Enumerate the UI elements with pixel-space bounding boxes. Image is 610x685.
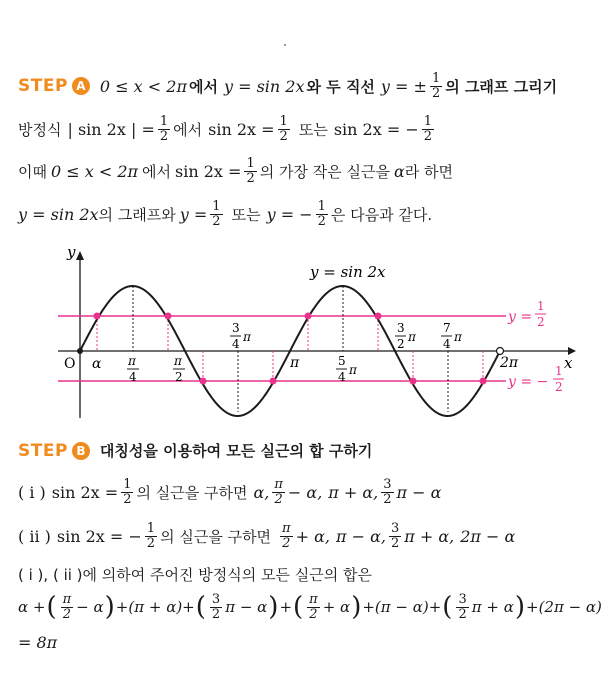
line1-text2: 에서 <box>173 120 203 139</box>
summary-line <box>18 564 372 585</box>
step-b-title: 대칭성을 이용하여 모든 실근의 합 구하기 <box>99 442 373 460</box>
y-axis-arrow <box>76 251 84 260</box>
sum-p3: π − α <box>225 598 268 617</box>
sum-plus-6: + <box>525 598 539 617</box>
sum-p4: + α <box>322 598 351 617</box>
case2-tag: ( ii ) <box>18 526 51 546</box>
case1-eq: sin 2x = <box>51 482 119 502</box>
line1-eq2: sin 2x = − <box>333 119 419 139</box>
summary-text: ( i ), ( ii )에 의하여 주어진 방정식의 모든 실근의 합은 <box>18 566 372 584</box>
line2-text1: 이때 <box>18 162 47 181</box>
step-b-badge: B <box>72 442 90 460</box>
case1-frac: $\frac{1}{2}$ <box>123 477 132 507</box>
intersection-point <box>165 313 172 320</box>
case2-root2: π − α, <box>335 526 386 546</box>
line1-frac3: $\frac{1}{2}$ <box>423 114 432 144</box>
x-axis-label: x <box>564 354 573 372</box>
intersection-point <box>94 313 101 320</box>
tick-3pi2-sym: π <box>408 330 416 344</box>
sum-a: α + <box>18 598 46 617</box>
line2-text2: 에서 <box>142 162 172 181</box>
upper-line-label: y = <box>508 309 533 325</box>
lower-line-label: y = − <box>508 374 549 390</box>
line1-frac1: $\frac{1}{2}$ <box>159 114 169 144</box>
line2-eq: sin 2x = <box>175 161 242 181</box>
step-a-badge: A <box>72 77 90 95</box>
step-a-lines: y = ± <box>380 76 427 96</box>
case2-text: 의 실근을 구하면 <box>160 527 272 546</box>
step-a-fraction: $\frac{1}{2}$ <box>431 71 441 101</box>
line1-text3: 또는 <box>298 120 328 139</box>
case1-root4-frac: $\frac{3}{2}$ <box>383 477 392 507</box>
tick-3pi4-num: 3 <box>232 321 240 335</box>
line2-text3: 의 가장 작은 실근을 <box>259 162 390 181</box>
step-a-range: 0 ≤ x < 2π <box>99 76 187 96</box>
line3-y1: y = <box>179 204 208 224</box>
line2-range: 0 ≤ x < 2π <box>50 161 139 181</box>
case2-root3-frac: $\frac{3}{2}$ <box>390 521 400 551</box>
intersection-point <box>305 313 312 320</box>
sum-p6: π + α <box>471 598 514 617</box>
intersection-point <box>375 313 382 320</box>
case1-text: 의 실근을 구하면 <box>136 483 248 502</box>
line3-text2: 또는 <box>231 205 261 224</box>
tick-3pi2-den: 2 <box>397 337 405 351</box>
step-a-text1: 에서 <box>188 77 218 96</box>
lower-line-frac-num: 1 <box>555 364 563 378</box>
line1-eq1: sin 2x = <box>208 119 275 139</box>
sum-plus-3: + <box>279 598 293 617</box>
tick-3pi2-num: 3 <box>397 321 405 335</box>
line3-eq: y = sin 2x <box>18 204 99 224</box>
sum-p3-frac: $\frac{3}{2}$ <box>211 592 221 622</box>
tick-3pi4-sym: π <box>243 330 251 344</box>
line3-text1: 의 그래프와 <box>98 205 176 224</box>
tick-pi: π <box>290 355 300 371</box>
case1-root3: π + α, <box>328 482 379 502</box>
case-2-line <box>18 522 515 550</box>
tick-pi4-num: π <box>128 354 136 368</box>
origin-point <box>77 348 83 354</box>
lower-line-frac-den: 2 <box>555 380 563 394</box>
line3-text3: 은 다음과 같다. <box>330 205 433 224</box>
equation-line-1 <box>18 115 437 143</box>
sum-result-line <box>18 633 57 652</box>
line2-frac: $\frac{1}{2}$ <box>246 156 255 186</box>
line1-frac2: $\frac{1}{2}$ <box>279 114 288 144</box>
tick-7pi4-num: 7 <box>443 321 451 335</box>
sine-graph <box>0 240 610 430</box>
line3-frac1: $\frac{1}{2}$ <box>212 199 221 229</box>
case1-root1: α, <box>253 482 270 502</box>
sum-p5: (π − α) <box>374 598 429 617</box>
tick-5pi4-den: 4 <box>338 370 346 384</box>
line2-alpha: α <box>393 161 405 181</box>
intersection-point <box>200 378 207 385</box>
line1-abs: | sin 2x | = <box>67 119 155 139</box>
sum-result: = 8π <box>18 633 58 652</box>
tick-3pi4-den: 4 <box>232 337 240 351</box>
case2-eq: sin 2x = − <box>56 526 142 546</box>
tick-5pi4-num: 5 <box>338 354 346 368</box>
sum-p2: (π + α) <box>128 598 183 617</box>
line3-frac2: $\frac{1}{2}$ <box>317 199 326 229</box>
case-1-line <box>18 478 441 506</box>
tick-alpha: α <box>92 356 102 372</box>
origin-label: O <box>64 356 76 372</box>
step-a-header <box>18 72 557 100</box>
intersection-point <box>480 378 487 385</box>
step-a-text3: 의 그래프 그리기 <box>445 77 558 96</box>
sum-plus-1: + <box>115 598 129 617</box>
step-a-label: STEP <box>18 76 68 97</box>
equation-line-2 <box>18 157 453 185</box>
sum-p1-frac: $\frac{\pi}{2}$ <box>62 592 72 622</box>
tick-pi2-den: 2 <box>175 370 183 384</box>
sum-p6-frac: $\frac{3}{2}$ <box>458 592 467 622</box>
step-b-header <box>18 440 372 461</box>
tick-pi4-den: 4 <box>129 370 137 384</box>
case2-frac: $\frac{1}{2}$ <box>146 521 156 551</box>
stray-dot <box>284 44 286 46</box>
case2-root1-frac: $\frac{\pi}{2}$ <box>282 521 291 551</box>
y-axis-label: y <box>67 243 76 261</box>
intersection-point <box>410 378 417 385</box>
tick-pi2-num: π <box>174 354 182 368</box>
case1-tag: ( i ) <box>18 482 46 502</box>
endpoint-open-circle <box>497 348 504 355</box>
sum-plus-4: + <box>362 598 375 617</box>
sum-expression: α + ( $\frac{\pi}{2}$ − α ) + (π + α) + ( $\frac{3}{2}$ π − α ) + ( $\frac{\pi}{2}$ + α ) + (π − α) + ( $\frac{3}{2}$ π + α ) + (2π − α) <box>18 592 602 623</box>
case1-root4: π − α <box>396 482 442 502</box>
sum-plus-2: + <box>182 598 195 617</box>
case1-root2: − α, <box>287 482 323 502</box>
case1-root2-frac: $\frac{\pi}{2}$ <box>274 477 283 507</box>
sum-p7: (2π − α) <box>538 598 602 617</box>
step-a-text2: 와 두 직선 <box>306 77 375 96</box>
sum-plus-5: + <box>428 598 442 617</box>
upper-line-frac-num: 1 <box>537 299 545 313</box>
line2-text4: 라 하면 <box>404 162 454 181</box>
line3-y2: y = − <box>266 204 313 224</box>
tick-7pi4-den: 4 <box>443 337 451 351</box>
step-b-label: STEP <box>18 440 68 461</box>
equation-line-3 <box>18 200 432 228</box>
case2-root1: + α, <box>295 526 330 546</box>
sum-p1: − α <box>76 598 104 617</box>
case2-root3: π + α, <box>404 526 455 546</box>
step-a-eq: y = sin 2x <box>223 76 305 96</box>
intersection-point <box>270 378 277 385</box>
upper-line-frac-den: 2 <box>537 315 545 329</box>
line1-text1: 방정식 <box>18 120 62 139</box>
tick-7pi4-sym: π <box>454 330 462 344</box>
sum-p4-frac: $\frac{\pi}{2}$ <box>309 592 318 622</box>
tick-2pi: 2π <box>500 355 519 371</box>
case2-root4: 2π − α <box>460 526 516 546</box>
curve-label: y = sin 2x <box>310 263 386 281</box>
tick-5pi4-sym: π <box>349 363 357 377</box>
